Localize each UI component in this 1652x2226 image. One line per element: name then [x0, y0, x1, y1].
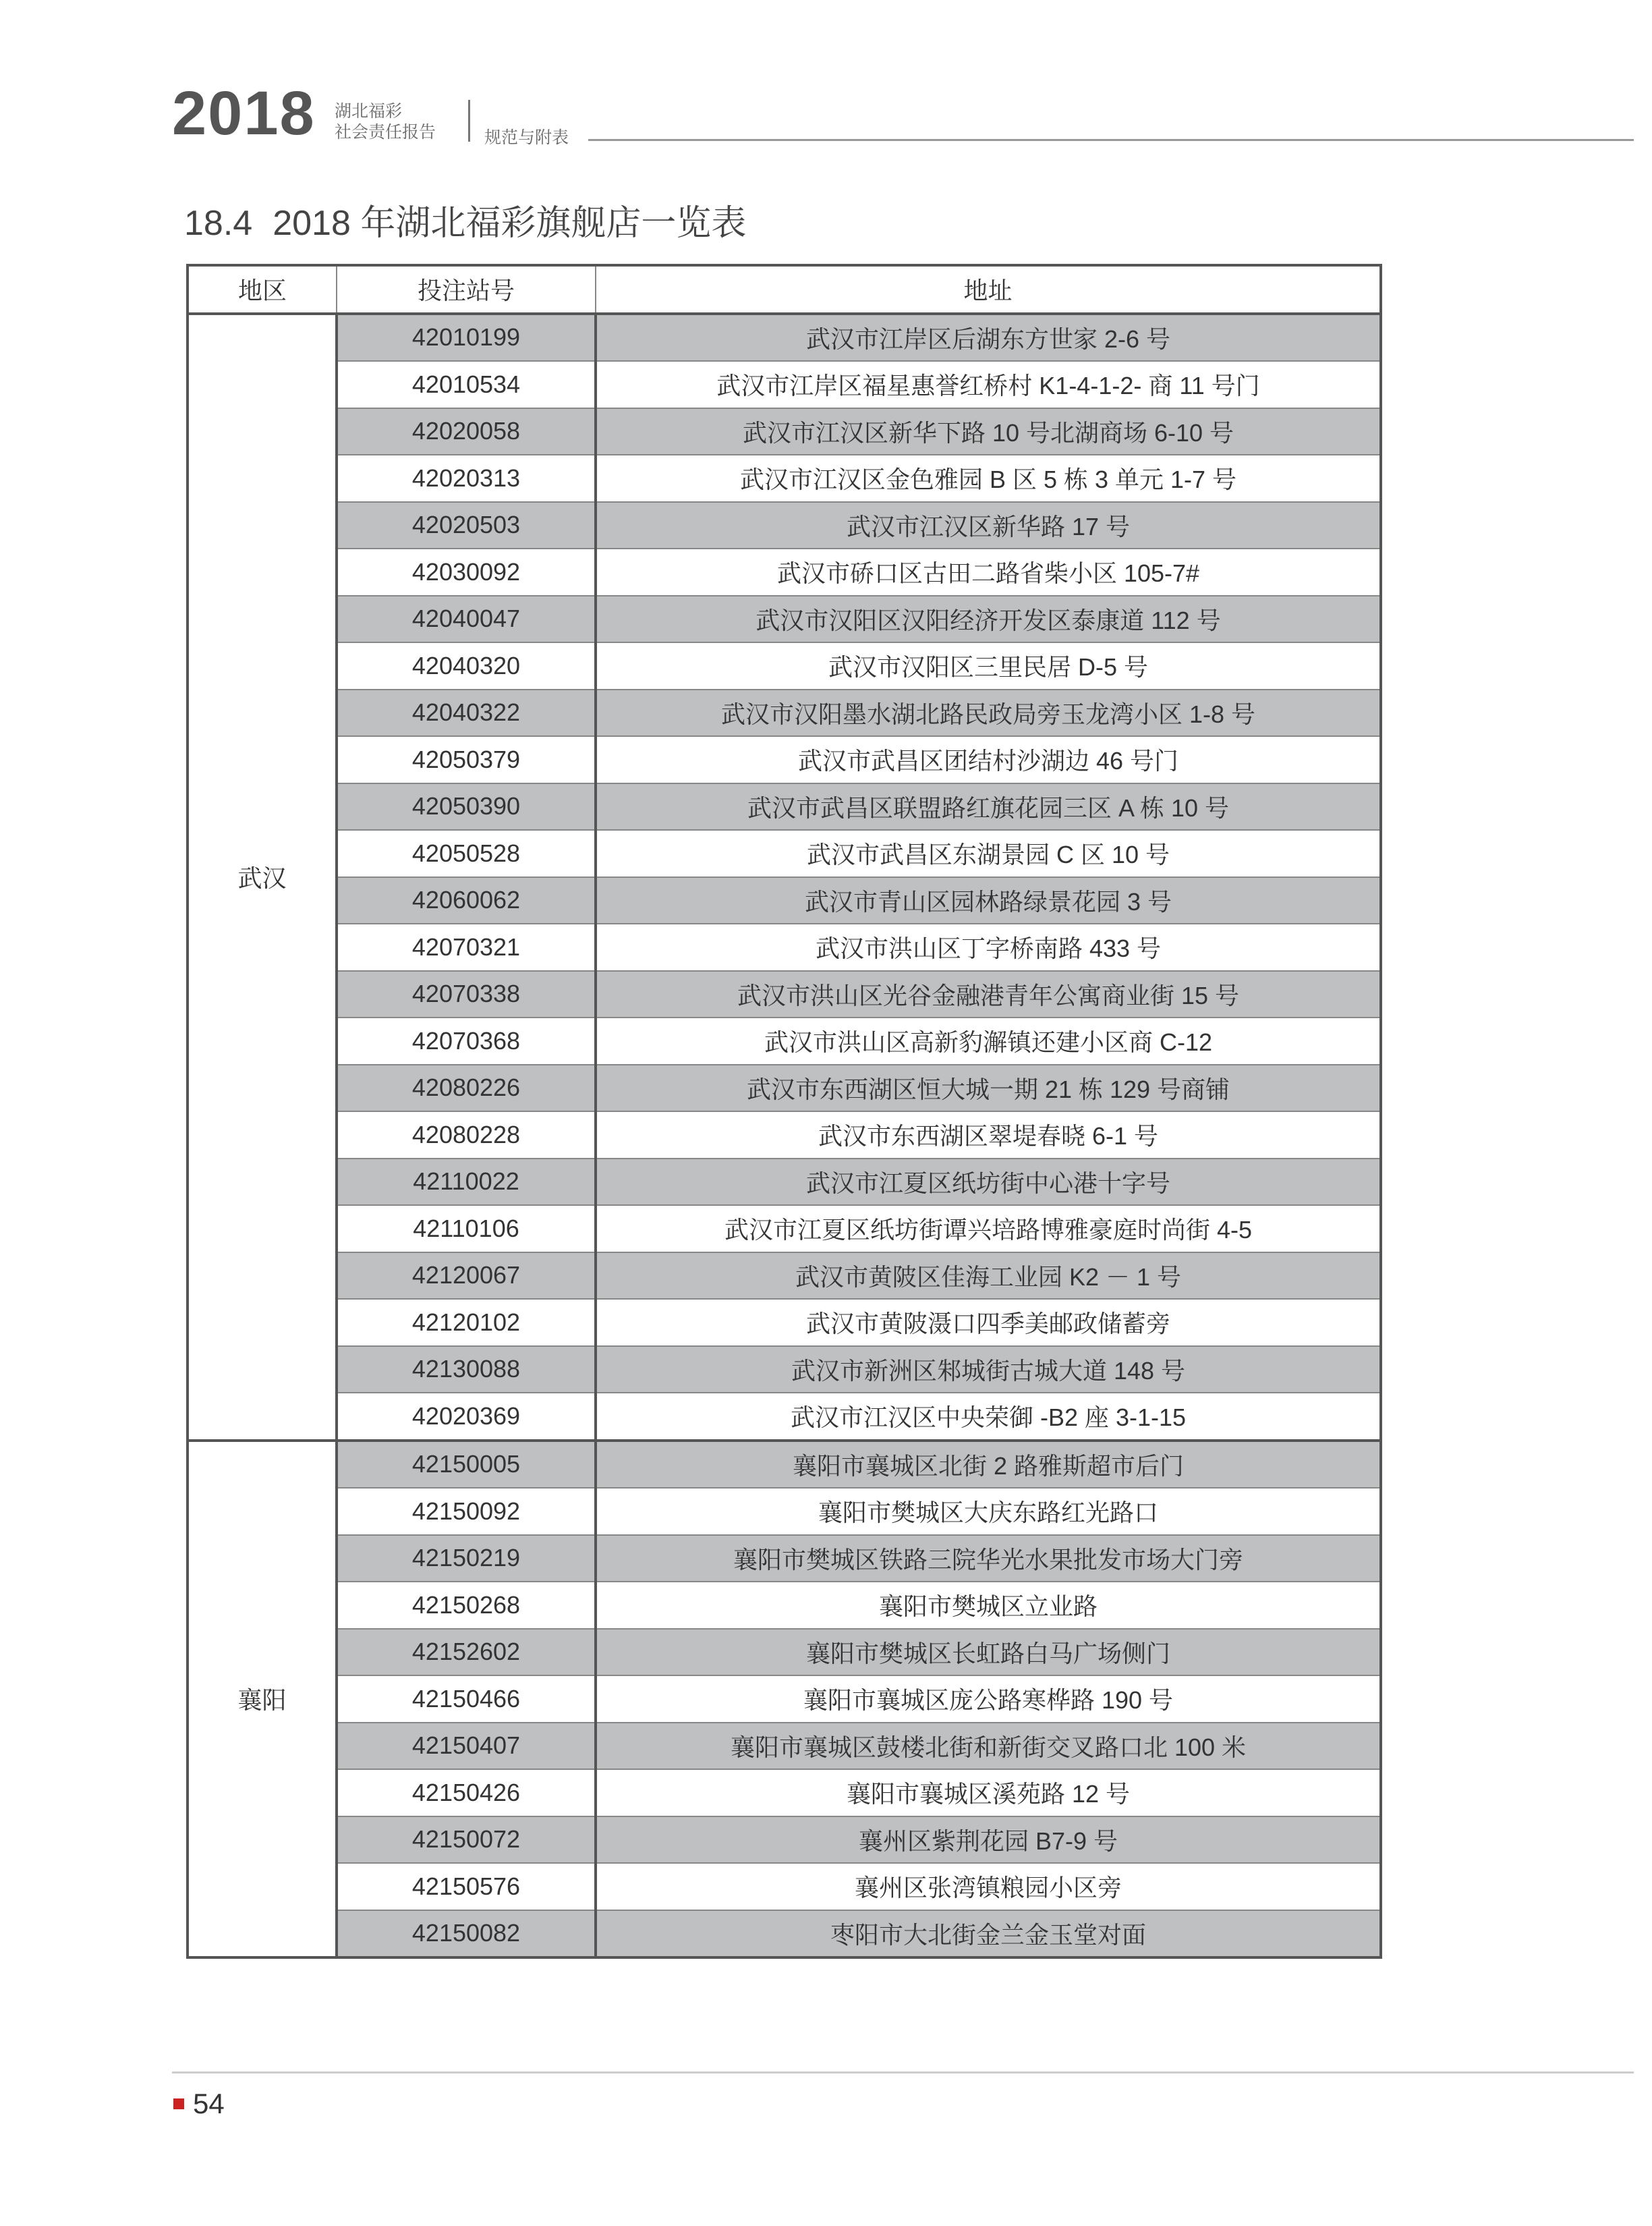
header-rule	[588, 139, 1634, 141]
station-number-cell: 42150426	[337, 1769, 596, 1816]
station-number-cell: 42150092	[337, 1488, 596, 1535]
report-name-line1: 湖北福彩	[335, 102, 403, 121]
station-number-cell: 42120067	[337, 1252, 596, 1300]
address-cell: 襄阳市樊城区大庆东路红光路口	[596, 1488, 1381, 1535]
station-number-cell: 42010534	[337, 361, 596, 408]
table-row	[188, 596, 1381, 643]
table-row	[188, 408, 1381, 455]
station-number-cell: 42020369	[337, 1393, 596, 1441]
table-row	[188, 1769, 1381, 1816]
address-cell: 襄阳市襄城区庞公路寒桦路 190 号	[596, 1675, 1381, 1723]
page-number: 54	[193, 2088, 225, 2119]
region-cell: 襄阳	[188, 1441, 337, 1958]
address-cell: 襄州区紫荆花园 B7-9 号	[596, 1816, 1381, 1864]
station-number-cell: 42150005	[337, 1441, 596, 1488]
station-number-cell: 42152602	[337, 1629, 596, 1676]
flagship-store-table	[186, 264, 1382, 1959]
station-number-cell: 42040320	[337, 642, 596, 690]
table-row	[188, 314, 1381, 362]
table-row	[188, 1910, 1381, 1958]
address-cell: 武汉市洪山区丁字桥南路 433 号	[596, 924, 1381, 971]
table-row	[188, 1205, 1381, 1252]
station-number-cell: 42150268	[337, 1582, 596, 1629]
table-row	[188, 1488, 1381, 1535]
station-number-cell: 42070338	[337, 971, 596, 1018]
table-row	[188, 1065, 1381, 1112]
address-cell: 武汉市江汉区金色雅园 B 区 5 栋 3 单元 1-7 号	[596, 455, 1381, 502]
address-cell: 武汉市黄陂滠口四季美邮政储蓄旁	[596, 1299, 1381, 1346]
table-row	[188, 502, 1381, 549]
station-number-cell: 42020503	[337, 502, 596, 549]
address-cell: 武汉市东西湖区恒大城一期 21 栋 129 号商铺	[596, 1065, 1381, 1112]
table-row	[188, 455, 1381, 502]
station-number-cell: 42080226	[337, 1065, 596, 1112]
table-row	[188, 1582, 1381, 1629]
report-year: 2018	[172, 79, 316, 148]
address-cell: 襄阳市襄城区溪苑路 12 号	[596, 1769, 1381, 1816]
station-number-cell: 42130088	[337, 1346, 596, 1393]
address-cell: 武汉市江夏区纸坊街中心港十字号	[596, 1159, 1381, 1206]
table-row	[188, 1111, 1381, 1159]
address-cell: 武汉市汉阳区汉阳经济开发区泰康道 112 号	[596, 596, 1381, 643]
address-cell: 武汉市武昌区联盟路红旗花园三区 A 栋 10 号	[596, 783, 1381, 831]
region-cell: 武汉	[188, 314, 337, 1441]
address-cell: 武汉市汉阳区三里民居 D-5 号	[596, 642, 1381, 690]
table-row	[188, 1018, 1381, 1065]
table-row	[188, 1299, 1381, 1346]
address-cell: 武汉市硚口区古田二路省柴小区 105-7#	[596, 549, 1381, 596]
station-number-cell: 42050528	[337, 830, 596, 877]
station-number-cell: 42150576	[337, 1863, 596, 1910]
address-cell: 武汉市汉阳墨水湖北路民政局旁玉龙湾小区 1-8 号	[596, 690, 1381, 737]
table-row	[188, 924, 1381, 971]
address-cell: 武汉市青山区园林路绿景花园 3 号	[596, 877, 1381, 924]
address-cell: 武汉市江夏区纸坊街谭兴培路博雅豪庭时尚街 4-5	[596, 1205, 1381, 1252]
station-number-cell: 42150082	[337, 1910, 596, 1958]
table-row	[188, 1393, 1381, 1441]
table-row	[188, 971, 1381, 1018]
station-number-cell: 42150219	[337, 1535, 596, 1582]
table-row	[188, 1629, 1381, 1676]
footer-rule	[172, 2071, 1634, 2074]
station-number-cell: 42150072	[337, 1816, 596, 1864]
address-cell: 武汉市东西湖区翠堤春晓 6-1 号	[596, 1111, 1381, 1159]
station-number-cell: 42020313	[337, 455, 596, 502]
address-cell: 武汉市江汉区新华下路 10 号北湖商场 6-10 号	[596, 408, 1381, 455]
station-number-cell: 42020058	[337, 408, 596, 455]
table-row	[188, 549, 1381, 596]
section-name: 规范与附表	[484, 128, 569, 147]
page-title	[184, 194, 746, 245]
table-row	[188, 1723, 1381, 1770]
table-row	[188, 783, 1381, 831]
section-number: 18.4	[184, 204, 253, 243]
table-row	[188, 1346, 1381, 1393]
table-row	[188, 1535, 1381, 1582]
station-number-cell: 42030092	[337, 549, 596, 596]
station-number-cell: 42040047	[337, 596, 596, 643]
column-header-region: 地区	[188, 265, 337, 314]
table-row	[188, 1441, 1381, 1488]
station-number-cell: 42150407	[337, 1723, 596, 1770]
column-header-station: 投注站号	[337, 265, 596, 314]
address-cell: 襄阳市樊城区长虹路白马广场侧门	[596, 1629, 1381, 1676]
address-cell: 武汉市江汉区新华路 17 号	[596, 502, 1381, 549]
address-cell: 襄州区张湾镇粮园小区旁	[596, 1863, 1381, 1910]
report-name	[335, 101, 436, 143]
section-title-text: 2018 年湖北福彩旗舰店一览表	[273, 204, 747, 243]
station-number-cell: 42110106	[337, 1205, 596, 1252]
table-row	[188, 361, 1381, 408]
table-row	[188, 736, 1381, 783]
station-number-cell: 42010199	[337, 314, 596, 362]
address-cell: 襄阳市樊城区铁路三院华光水果批发市场大门旁	[596, 1535, 1381, 1582]
page-marker-icon	[173, 2098, 184, 2109]
station-number-cell: 42050379	[337, 736, 596, 783]
table-row	[188, 642, 1381, 690]
header-divider	[468, 100, 470, 142]
address-cell: 武汉市江汉区中央荣御 -B2 座 3-1-15	[596, 1393, 1381, 1441]
station-number-cell: 42120102	[337, 1299, 596, 1346]
station-number-cell: 42070321	[337, 924, 596, 971]
address-cell: 枣阳市大北街金兰金玉堂对面	[596, 1910, 1381, 1958]
table-row	[188, 690, 1381, 737]
address-cell: 武汉市新洲区邾城街古城大道 148 号	[596, 1346, 1381, 1393]
address-cell: 武汉市江岸区后湖东方世家 2-6 号	[596, 314, 1381, 362]
table-row	[188, 1252, 1381, 1300]
table-row	[188, 1675, 1381, 1723]
table-header-row	[188, 265, 1381, 314]
station-number-cell: 42150466	[337, 1675, 596, 1723]
station-number-cell: 42050390	[337, 783, 596, 831]
address-cell: 武汉市黄陂区佳海工业园 K2 － 1 号	[596, 1252, 1381, 1300]
report-name-line2: 社会责任报告	[335, 123, 436, 142]
address-cell: 武汉市武昌区团结村沙湖边 46 号门	[596, 736, 1381, 783]
address-cell: 襄阳市樊城区立业路	[596, 1582, 1381, 1629]
address-cell: 武汉市洪山区光谷金融港青年公寓商业街 15 号	[596, 971, 1381, 1018]
station-number-cell: 42080228	[337, 1111, 596, 1159]
station-number-cell: 42070368	[337, 1018, 596, 1065]
station-number-cell: 42110022	[337, 1159, 596, 1206]
address-cell: 武汉市洪山区高新豹澥镇还建小区商 C-12	[596, 1018, 1381, 1065]
column-header-address: 地址	[596, 265, 1381, 314]
table-row	[188, 830, 1381, 877]
address-cell: 襄阳市襄城区鼓楼北街和新街交叉路口北 100 米	[596, 1723, 1381, 1770]
table-row	[188, 1863, 1381, 1910]
table-row	[188, 877, 1381, 924]
address-cell: 武汉市武昌区东湖景园 C 区 10 号	[596, 830, 1381, 877]
address-cell: 武汉市江岸区福星惠誉红桥村 K1-4-1-2- 商 11 号门	[596, 361, 1381, 408]
station-number-cell: 42060062	[337, 877, 596, 924]
table-body	[188, 314, 1381, 1958]
table-row	[188, 1816, 1381, 1864]
station-number-cell: 42040322	[337, 690, 596, 737]
address-cell: 襄阳市襄城区北街 2 路雅斯超市后门	[596, 1441, 1381, 1488]
table-row	[188, 1159, 1381, 1206]
